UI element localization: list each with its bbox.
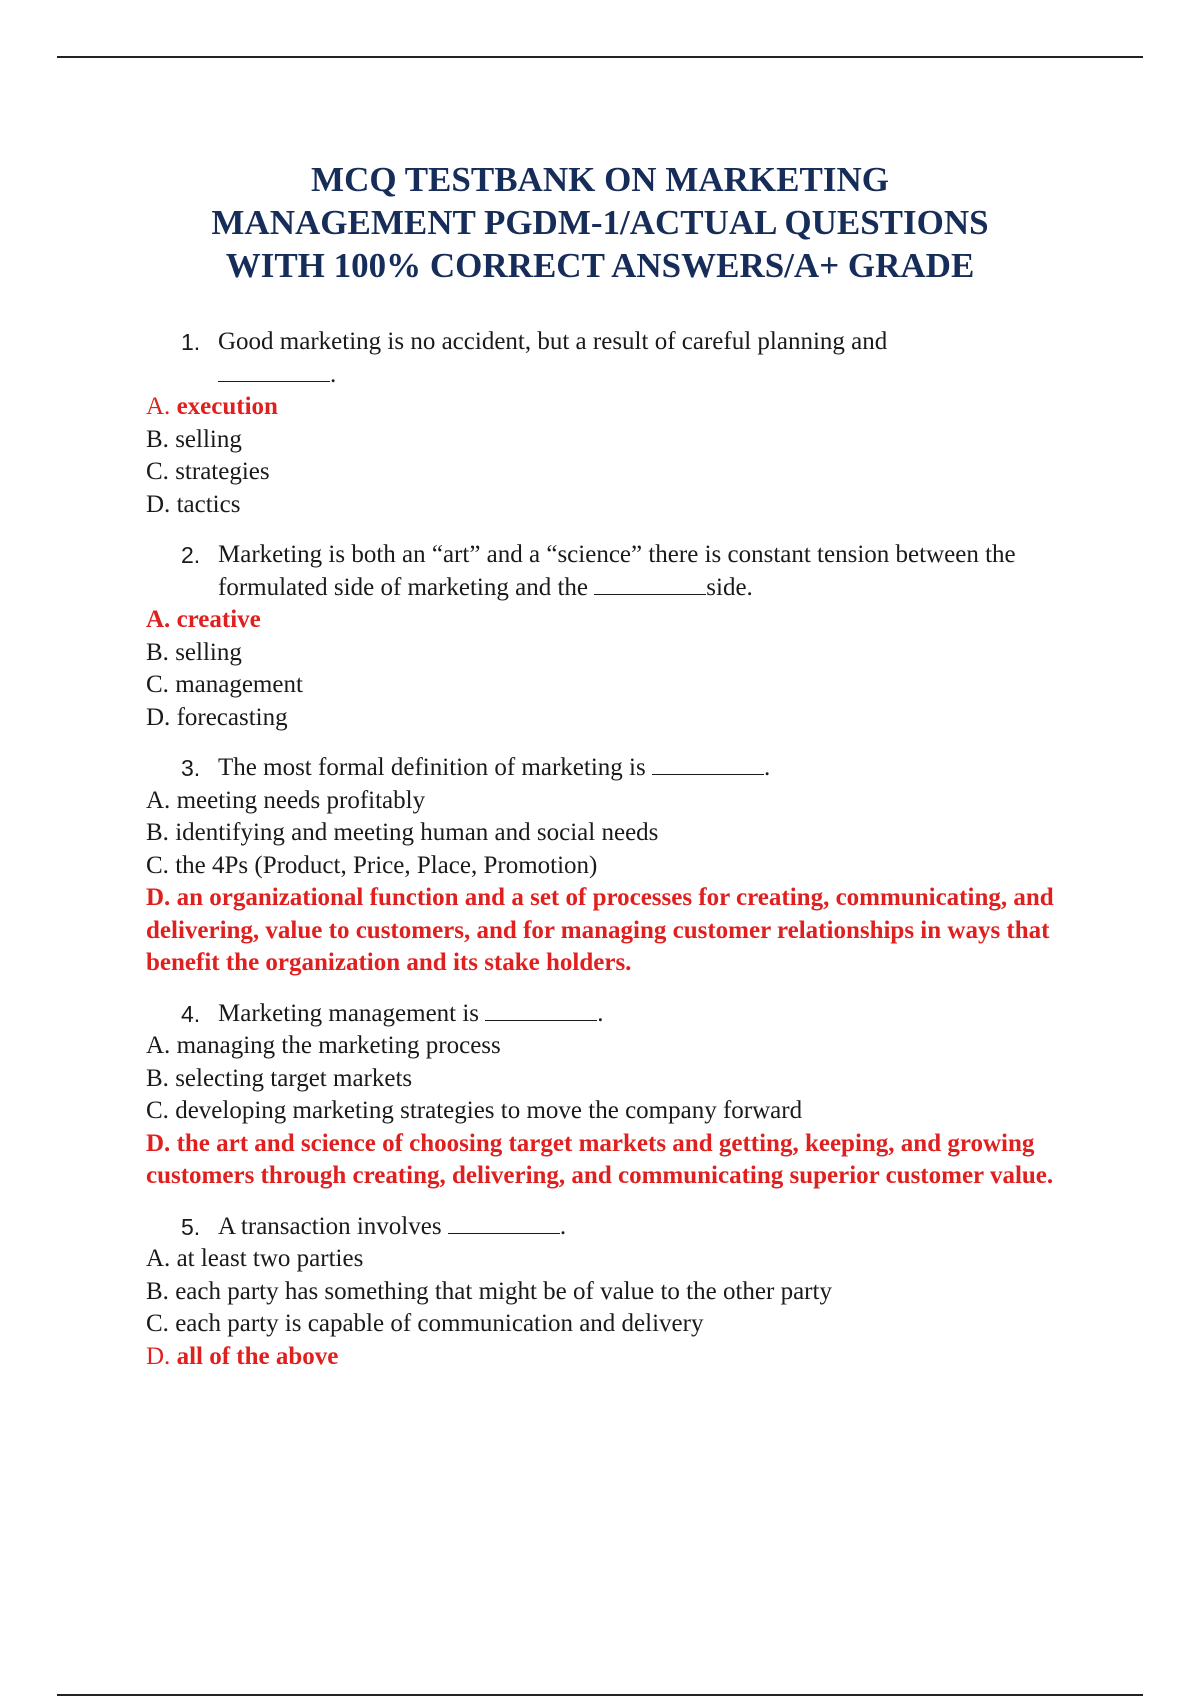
option-text: at least two parties bbox=[176, 1245, 364, 1272]
option-d bbox=[146, 702, 1066, 735]
option-letter: B. bbox=[146, 1064, 169, 1092]
question-stem bbox=[146, 1211, 1066, 1244]
question-number: 3. bbox=[181, 755, 201, 781]
question-number: 1. bbox=[181, 329, 201, 355]
option-letter: D. bbox=[146, 703, 171, 731]
stem-text: The most formal definition of marketing is bbox=[218, 754, 646, 781]
option-text: execution bbox=[176, 393, 278, 420]
option-text: each party has something that might be of value to the other party bbox=[175, 1277, 832, 1305]
option-b bbox=[146, 424, 1066, 457]
stem-text: A transaction involves bbox=[218, 1212, 442, 1240]
option-b bbox=[146, 1276, 1066, 1309]
option-letter: A. bbox=[146, 393, 171, 420]
option-text: managing the marketing process bbox=[176, 1032, 501, 1059]
option-letter: B. bbox=[146, 425, 169, 453]
answer-blank bbox=[594, 574, 706, 595]
option-text: tactics bbox=[176, 490, 241, 518]
option-letter: C. bbox=[146, 671, 169, 698]
question-3 bbox=[146, 752, 1066, 980]
option-letter: A. bbox=[146, 1245, 171, 1272]
question-stem bbox=[146, 326, 1066, 391]
question-stem bbox=[146, 998, 1066, 1031]
top-rule bbox=[57, 56, 1143, 58]
option-a-correct bbox=[146, 391, 1066, 424]
question-number: 4. bbox=[181, 1000, 201, 1027]
option-d-correct bbox=[146, 882, 1066, 980]
question-stem bbox=[146, 752, 1066, 785]
title-line-2: MANAGEMENT PGDM-1/ACTUAL QUESTIONS bbox=[211, 203, 989, 242]
question-stem bbox=[146, 539, 1066, 604]
option-letter: B. bbox=[146, 638, 169, 666]
option-text: selling bbox=[175, 638, 242, 666]
option-d-correct bbox=[146, 1341, 1066, 1374]
title-line-3: WITH 100% CORRECT ANSWERS/A+ GRADE bbox=[225, 246, 975, 285]
stem-end: . bbox=[597, 999, 604, 1027]
stem-end: . bbox=[559, 1212, 567, 1240]
option-letter: A. bbox=[146, 606, 171, 633]
option-text: forecasting bbox=[176, 703, 288, 731]
option-text: selling bbox=[175, 425, 242, 453]
option-letter: B. bbox=[146, 819, 169, 846]
title-line-1: MCQ TESTBANK ON MARKETING bbox=[311, 160, 889, 199]
question-2 bbox=[146, 539, 1066, 734]
option-c bbox=[146, 456, 1066, 489]
option-letter: B. bbox=[146, 1277, 169, 1305]
option-letter: D. bbox=[146, 1342, 171, 1370]
option-text: strategies bbox=[175, 458, 270, 485]
bottom-rule bbox=[57, 1694, 1143, 1696]
option-letter: D. bbox=[146, 490, 171, 518]
option-letter: A. bbox=[146, 1032, 171, 1059]
option-letter: A. bbox=[146, 786, 171, 814]
option-text: identifying and meeting human and social needs bbox=[175, 819, 659, 846]
answer-blank bbox=[485, 1000, 597, 1021]
option-letter: D. bbox=[146, 884, 171, 911]
option-a bbox=[146, 1243, 1066, 1276]
answer-blank bbox=[448, 1213, 560, 1234]
option-d-correct bbox=[146, 1128, 1066, 1193]
option-b bbox=[146, 637, 1066, 670]
option-c bbox=[146, 1095, 1066, 1128]
stem-text: Marketing is both an “art” and a “science” there is constant tension between the formulated side of marketing and the bbox=[218, 541, 1016, 601]
option-text: selecting target markets bbox=[175, 1064, 413, 1092]
question-number: 5. bbox=[181, 1213, 201, 1240]
stem-text: Good marketing is no accident, but a result of careful planning and bbox=[218, 328, 888, 355]
option-letter: D. bbox=[146, 1129, 171, 1157]
option-letter: C. bbox=[146, 458, 169, 485]
question-list bbox=[146, 326, 1066, 1391]
option-text: management bbox=[175, 671, 303, 698]
option-d bbox=[146, 489, 1066, 522]
option-b bbox=[146, 1063, 1066, 1096]
option-text: the art and science of choosing target markets and getting, keeping, and growing customers through creating, delivering, and communicating superior customer value. bbox=[146, 1129, 1054, 1189]
option-letter: C. bbox=[146, 1310, 169, 1337]
option-b bbox=[146, 817, 1066, 850]
option-text: creative bbox=[176, 606, 261, 633]
question-5 bbox=[146, 1211, 1066, 1374]
option-text: an organizational function and a set of processes for creating, communicating, and delivering, value to customers, and for managing customer relationships in ways that benefit the organization and its stake holders. bbox=[146, 884, 1054, 976]
option-a bbox=[146, 1030, 1066, 1063]
option-text: each party is capable of communication and delivery bbox=[175, 1310, 704, 1337]
option-c bbox=[146, 850, 1066, 883]
stem-end: . bbox=[330, 360, 337, 388]
option-c bbox=[146, 669, 1066, 702]
option-a bbox=[146, 785, 1066, 818]
option-text: developing marketing strategies to move the company forward bbox=[175, 1097, 803, 1124]
option-letter: C. bbox=[146, 851, 169, 879]
option-a-correct bbox=[146, 604, 1066, 637]
answer-blank bbox=[218, 361, 330, 382]
answer-blank bbox=[652, 754, 764, 775]
question-number: 2. bbox=[181, 542, 201, 568]
option-text: all of the above bbox=[176, 1342, 339, 1370]
option-letter: C. bbox=[146, 1097, 169, 1124]
stem-end: side. bbox=[706, 573, 753, 601]
question-4 bbox=[146, 998, 1066, 1193]
option-text: meeting needs profitably bbox=[176, 786, 426, 814]
option-text: the 4Ps (Product, Price, Place, Promotion) bbox=[175, 851, 598, 879]
stem-end: . bbox=[763, 754, 771, 781]
page-title bbox=[100, 158, 1100, 287]
option-c bbox=[146, 1308, 1066, 1341]
stem-text: Marketing management is bbox=[218, 999, 480, 1027]
question-1 bbox=[146, 326, 1066, 521]
